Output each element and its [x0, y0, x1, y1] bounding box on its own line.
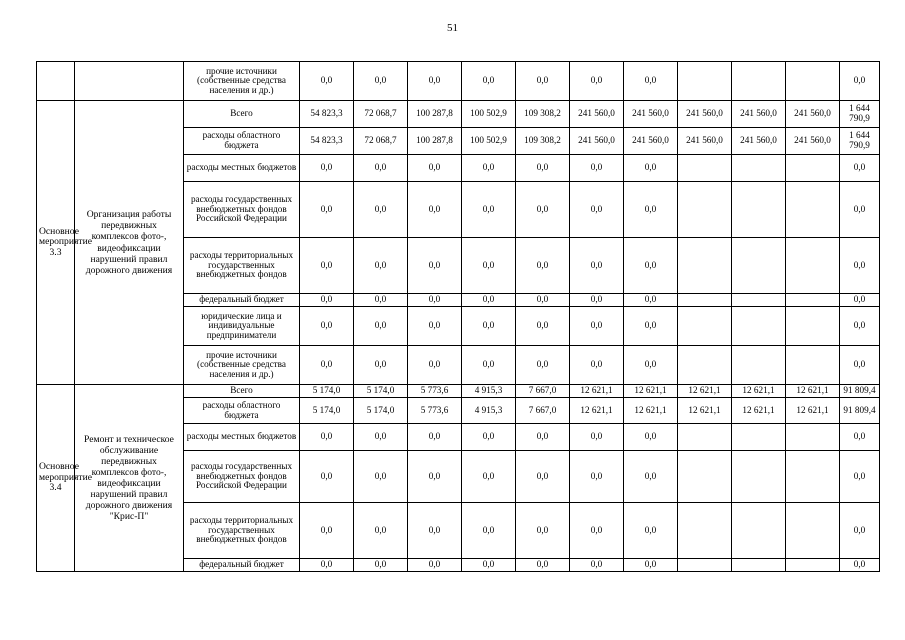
value-cell — [786, 424, 840, 451]
value-cell: 100 502,9 — [462, 128, 516, 155]
value-cell: 0,0 — [300, 155, 354, 182]
value-cell — [786, 155, 840, 182]
value-cell: 0,0 — [570, 182, 624, 238]
value-cell: 0,0 — [300, 559, 354, 572]
value-cell: 241 560,0 — [624, 101, 678, 128]
value-cell: 12 621,1 — [786, 385, 840, 398]
value-cell: 0,0 — [300, 307, 354, 346]
value-cell: 0,0 — [840, 424, 880, 451]
value-cell: 0,0 — [300, 238, 354, 294]
value-cell: 0,0 — [840, 62, 880, 101]
value-cell: 0,0 — [570, 424, 624, 451]
value-cell — [732, 346, 786, 385]
table-row — [37, 385, 880, 398]
value-cell: 0,0 — [516, 559, 570, 572]
value-cell: 1 644 790,9 — [840, 101, 880, 128]
value-cell: 0,0 — [408, 346, 462, 385]
value-cell: 241 560,0 — [732, 101, 786, 128]
value-cell: 100 287,8 — [408, 101, 462, 128]
value-cell: 0,0 — [462, 346, 516, 385]
funding-source-cell: расходы областного бюджета — [184, 128, 300, 155]
value-cell: 0,0 — [462, 503, 516, 559]
value-cell: 12 621,1 — [786, 398, 840, 424]
value-cell — [678, 559, 732, 572]
value-cell: 0,0 — [840, 346, 880, 385]
value-cell: 0,0 — [516, 424, 570, 451]
value-cell: 241 560,0 — [786, 101, 840, 128]
value-cell: 5 174,0 — [300, 398, 354, 424]
value-cell: 0,0 — [840, 307, 880, 346]
table-row — [37, 101, 880, 128]
value-cell: 0,0 — [300, 62, 354, 101]
table-row — [37, 62, 880, 101]
value-cell — [786, 559, 840, 572]
value-cell: 0,0 — [840, 155, 880, 182]
value-cell: 0,0 — [840, 559, 880, 572]
value-cell: 241 560,0 — [678, 101, 732, 128]
value-cell — [786, 451, 840, 503]
value-cell — [786, 182, 840, 238]
value-cell: 241 560,0 — [732, 128, 786, 155]
value-cell: 241 560,0 — [678, 128, 732, 155]
value-cell: 0,0 — [516, 182, 570, 238]
value-cell: 0,0 — [300, 424, 354, 451]
value-cell: 0,0 — [408, 424, 462, 451]
value-cell: 0,0 — [516, 451, 570, 503]
table-body — [37, 62, 880, 572]
value-cell: 0,0 — [624, 503, 678, 559]
value-cell: 0,0 — [516, 307, 570, 346]
value-cell: 0,0 — [462, 424, 516, 451]
value-cell — [732, 62, 786, 101]
value-cell — [678, 294, 732, 307]
funding-source-cell: расходы территориальных государственных внебюджетных фондов — [184, 238, 300, 294]
value-cell: 0,0 — [840, 182, 880, 238]
value-cell: 0,0 — [624, 346, 678, 385]
value-cell: 4 915,3 — [462, 385, 516, 398]
value-cell: 12 621,1 — [732, 398, 786, 424]
value-cell: 0,0 — [570, 294, 624, 307]
value-cell: 54 823,3 — [300, 128, 354, 155]
value-cell: 241 560,0 — [786, 128, 840, 155]
value-cell: 0,0 — [354, 451, 408, 503]
value-cell: 0,0 — [624, 559, 678, 572]
value-cell: 0,0 — [840, 451, 880, 503]
value-cell — [786, 62, 840, 101]
value-cell: 5 174,0 — [300, 385, 354, 398]
value-cell: 0,0 — [624, 182, 678, 238]
value-cell: 0,0 — [462, 62, 516, 101]
value-cell: 4 915,3 — [462, 398, 516, 424]
value-cell — [732, 238, 786, 294]
value-cell: 0,0 — [354, 238, 408, 294]
funding-source-cell: расходы территориальных государственных внебюджетных фондов — [184, 503, 300, 559]
value-cell: 0,0 — [462, 307, 516, 346]
value-cell — [678, 238, 732, 294]
funding-source-cell: прочие источники (собственные средства населения и др.) — [184, 346, 300, 385]
value-cell: 72 068,7 — [354, 128, 408, 155]
measure-cell: Основное мероприятие 3.3 — [37, 101, 75, 385]
value-cell: 0,0 — [570, 346, 624, 385]
value-cell: 0,0 — [840, 503, 880, 559]
value-cell — [786, 238, 840, 294]
value-cell: 5 773,6 — [408, 398, 462, 424]
page-number: 51 — [447, 22, 458, 34]
value-cell: 0,0 — [570, 559, 624, 572]
value-cell — [732, 559, 786, 572]
value-cell: 241 560,0 — [570, 128, 624, 155]
value-cell — [678, 307, 732, 346]
funding-source-cell: Всего — [184, 101, 300, 128]
value-cell: 0,0 — [408, 62, 462, 101]
value-cell: 100 287,8 — [408, 128, 462, 155]
value-cell: 0,0 — [624, 155, 678, 182]
value-cell: 0,0 — [624, 62, 678, 101]
value-cell: 12 621,1 — [678, 398, 732, 424]
value-cell: 0,0 — [570, 307, 624, 346]
value-cell: 0,0 — [408, 238, 462, 294]
program-cell: Ремонт и техническое обслуживание передвижных комплексов фото-, видеофиксации нарушений правил дорожного движения "Крис-П" — [75, 385, 184, 572]
funding-source-cell: расходы местных бюджетов — [184, 424, 300, 451]
value-cell — [786, 503, 840, 559]
value-cell: 0,0 — [354, 294, 408, 307]
value-cell — [678, 182, 732, 238]
value-cell: 0,0 — [570, 503, 624, 559]
value-cell: 0,0 — [624, 424, 678, 451]
value-cell: 109 308,2 — [516, 128, 570, 155]
value-cell: 0,0 — [840, 238, 880, 294]
value-cell: 0,0 — [462, 294, 516, 307]
value-cell: 0,0 — [516, 294, 570, 307]
value-cell — [678, 346, 732, 385]
value-cell: 0,0 — [408, 182, 462, 238]
value-cell: 0,0 — [624, 294, 678, 307]
value-cell: 5 174,0 — [354, 398, 408, 424]
value-cell: 100 502,9 — [462, 101, 516, 128]
value-cell: 0,0 — [462, 155, 516, 182]
value-cell: 0,0 — [516, 62, 570, 101]
value-cell: 0,0 — [462, 451, 516, 503]
value-cell: 12 621,1 — [570, 385, 624, 398]
value-cell: 0,0 — [462, 559, 516, 572]
value-cell: 0,0 — [408, 294, 462, 307]
budget-table — [36, 61, 880, 572]
value-cell — [786, 346, 840, 385]
value-cell — [732, 182, 786, 238]
value-cell: 0,0 — [570, 155, 624, 182]
value-cell: 0,0 — [570, 238, 624, 294]
value-cell: 109 308,2 — [516, 101, 570, 128]
value-cell: 0,0 — [354, 155, 408, 182]
value-cell: 7 667,0 — [516, 385, 570, 398]
value-cell: 0,0 — [462, 182, 516, 238]
value-cell: 241 560,0 — [624, 128, 678, 155]
value-cell — [732, 451, 786, 503]
program-cell — [75, 62, 184, 101]
value-cell: 0,0 — [570, 62, 624, 101]
value-cell: 5 773,6 — [408, 385, 462, 398]
value-cell: 0,0 — [624, 451, 678, 503]
program-cell: Организация работы передвижных комплексов фото-, видеофиксации нарушений правил дорожного движения — [75, 101, 184, 385]
value-cell: 0,0 — [408, 451, 462, 503]
value-cell — [732, 307, 786, 346]
value-cell: 0,0 — [300, 451, 354, 503]
funding-source-cell: расходы государственных внебюджетных фондов Российской Федерации — [184, 451, 300, 503]
value-cell: 12 621,1 — [624, 385, 678, 398]
value-cell: 12 621,1 — [678, 385, 732, 398]
value-cell: 0,0 — [516, 155, 570, 182]
value-cell — [678, 424, 732, 451]
value-cell: 12 621,1 — [570, 398, 624, 424]
value-cell: 0,0 — [354, 62, 408, 101]
value-cell: 0,0 — [624, 307, 678, 346]
value-cell: 5 174,0 — [354, 385, 408, 398]
value-cell — [786, 294, 840, 307]
value-cell: 0,0 — [300, 182, 354, 238]
value-cell: 0,0 — [408, 559, 462, 572]
funding-source-cell: федеральный бюджет — [184, 294, 300, 307]
value-cell: 54 823,3 — [300, 101, 354, 128]
value-cell: 0,0 — [408, 307, 462, 346]
value-cell: 0,0 — [408, 155, 462, 182]
value-cell: 0,0 — [354, 307, 408, 346]
value-cell — [732, 294, 786, 307]
value-cell: 0,0 — [300, 503, 354, 559]
value-cell: 0,0 — [624, 238, 678, 294]
value-cell: 0,0 — [516, 503, 570, 559]
value-cell: 7 667,0 — [516, 398, 570, 424]
funding-source-cell: расходы государственных внебюджетных фондов Российской Федерации — [184, 182, 300, 238]
value-cell: 0,0 — [570, 451, 624, 503]
value-cell: 12 621,1 — [624, 398, 678, 424]
value-cell: 12 621,1 — [732, 385, 786, 398]
value-cell: 0,0 — [354, 182, 408, 238]
value-cell: 0,0 — [408, 503, 462, 559]
value-cell: 0,0 — [354, 424, 408, 451]
funding-source-cell: Всего — [184, 385, 300, 398]
funding-source-cell: юридические лица и индивидуальные предприниматели — [184, 307, 300, 346]
value-cell: 0,0 — [354, 559, 408, 572]
value-cell — [678, 155, 732, 182]
value-cell: 0,0 — [516, 346, 570, 385]
funding-source-cell: расходы областного бюджета — [184, 398, 300, 424]
value-cell: 1 644 790,9 — [840, 128, 880, 155]
funding-source-cell: расходы местных бюджетов — [184, 155, 300, 182]
value-cell: 0,0 — [300, 346, 354, 385]
value-cell: 0,0 — [354, 346, 408, 385]
value-cell — [786, 307, 840, 346]
funding-source-cell: прочие источники (собственные средства населения и др.) — [184, 62, 300, 101]
value-cell: 91 809,4 — [840, 385, 880, 398]
value-cell: 0,0 — [300, 294, 354, 307]
value-cell: 72 068,7 — [354, 101, 408, 128]
value-cell — [678, 62, 732, 101]
funding-source-cell: федеральный бюджет — [184, 559, 300, 572]
value-cell — [732, 503, 786, 559]
value-cell: 0,0 — [354, 503, 408, 559]
value-cell — [732, 424, 786, 451]
value-cell: 0,0 — [462, 238, 516, 294]
value-cell: 241 560,0 — [570, 101, 624, 128]
measure-cell: Основное мероприятие 3.4 — [37, 385, 75, 572]
value-cell: 0,0 — [840, 294, 880, 307]
value-cell — [678, 451, 732, 503]
measure-cell — [37, 62, 75, 101]
value-cell — [732, 155, 786, 182]
value-cell — [678, 503, 732, 559]
value-cell: 0,0 — [516, 238, 570, 294]
value-cell: 91 809,4 — [840, 398, 880, 424]
